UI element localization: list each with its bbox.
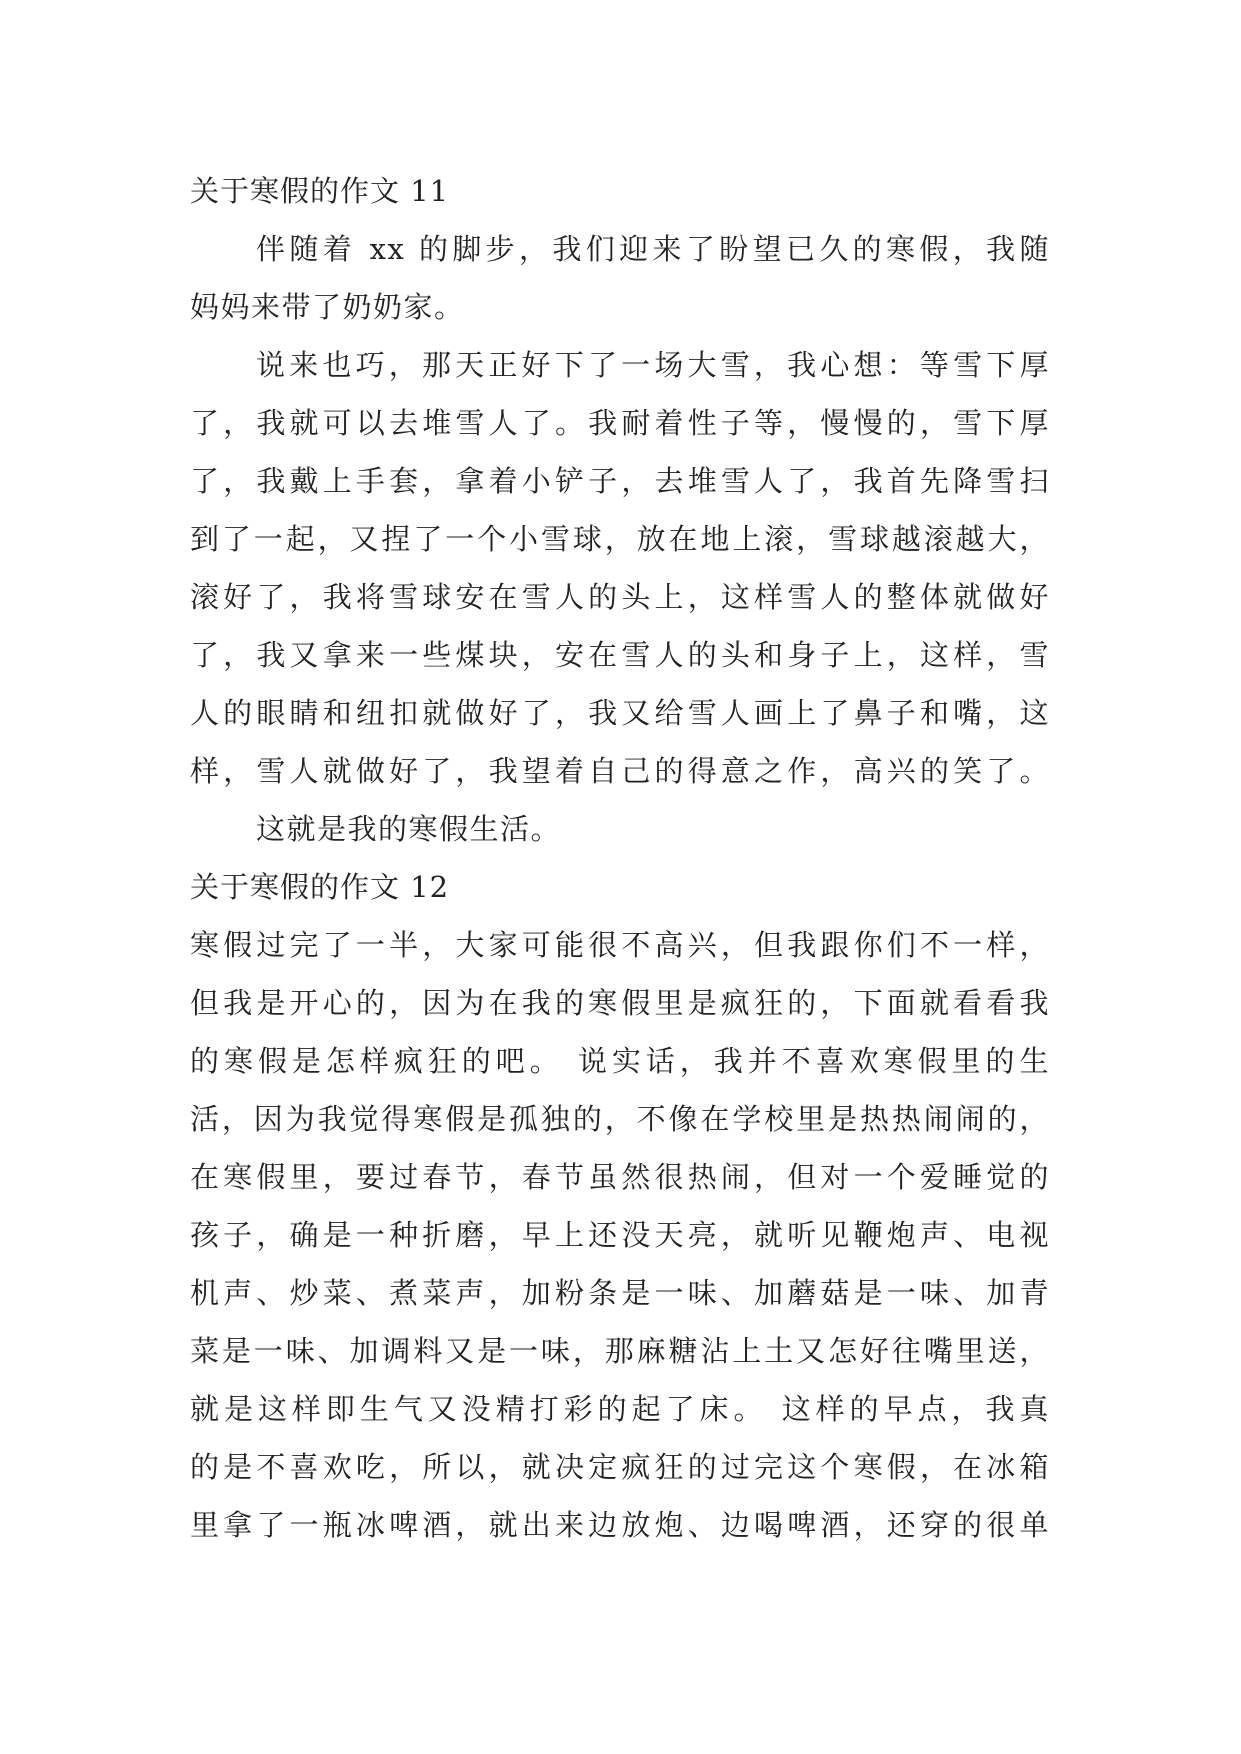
text-line: 这就是我的寒假生活。 [256, 812, 562, 846]
text-line: 了，我又拿来一些煤块，安在雪人的头和身子上，这样，雪 [190, 638, 1050, 672]
essay-11-paragraph-2 [190, 336, 1050, 800]
text-line: 说来也巧，那天正好下了一场大雪，我心想：等雪下厚 [256, 348, 1050, 382]
text-line: 寒假过完了一半，大家可能很不高兴，但我跟你们不一样， [190, 928, 1050, 962]
essay-12-heading: 关于寒假的作文 12 [190, 870, 450, 904]
text-line: 机声、炒菜、煮菜声，加粉条是一味、加蘑菇是一味、加青 [190, 1276, 1050, 1310]
text-line: 里拿了一瓶冰啤酒，就出来边放炮、边喝啤酒，还穿的很单 [190, 1508, 1050, 1542]
text-line: 就是这样即生气又没精打彩的起了床。 这样的早点，我真 [190, 1392, 1050, 1426]
text-line: 在寒假里，要过春节，春节虽然很热闹，但对一个爱睡觉的 [190, 1160, 1050, 1194]
text-line: 到了一起，又捏了一个小雪球，放在地上滚，雪球越滚越大， [190, 522, 1050, 556]
document-body [190, 162, 1050, 1554]
text-line: 了，我戴上手套，拿着小铲子，去堆雪人了，我首先降雪扫 [190, 464, 1050, 498]
text-line: 的是不喜欢吃，所以，就决定疯狂的过完这个寒假，在冰箱 [190, 1450, 1050, 1484]
text-line: 孩子，确是一种折磨，早上还没天亮，就听见鞭炮声、电视 [190, 1218, 1050, 1252]
text-line: 的寒假是怎样疯狂的吧。 说实话，我并不喜欢寒假里的生 [190, 1044, 1050, 1078]
essay-11-heading: 关于寒假的作文 11 [190, 174, 450, 208]
text-line: 滚好了，我将雪球安在雪人的头上，这样雪人的整体就做好 [190, 580, 1050, 614]
text-line: 但我是开心的，因为在我的寒假里是疯狂的，下面就看看我 [190, 986, 1050, 1020]
text-line: 人的眼睛和纽扣就做好了，我又给雪人画上了鼻子和嘴，这 [190, 696, 1050, 730]
text-line: 妈妈来带了奶奶家。 [190, 290, 465, 324]
text-line: 活，因为我觉得寒假是孤独的，不像在学校里是热热闹闹的， [190, 1102, 1050, 1136]
essay-11-paragraph-3 [190, 800, 1050, 858]
essay-11-paragraph-1 [190, 220, 1050, 336]
text-line: 样，雪人就做好了，我望着自己的得意之作，高兴的笑了。 [190, 754, 1050, 788]
text-line: 了，我就可以去堆雪人了。我耐着性子等，慢慢的，雪下厚 [190, 406, 1050, 440]
text-line: 菜是一味、加调料又是一味，那麻糖沾上土又怎好往嘴里送， [190, 1334, 1050, 1368]
text-line: 伴随着 xx 的脚步，我们迎来了盼望已久的寒假，我随 [256, 232, 1050, 266]
essay-12-paragraph [190, 916, 1050, 1554]
